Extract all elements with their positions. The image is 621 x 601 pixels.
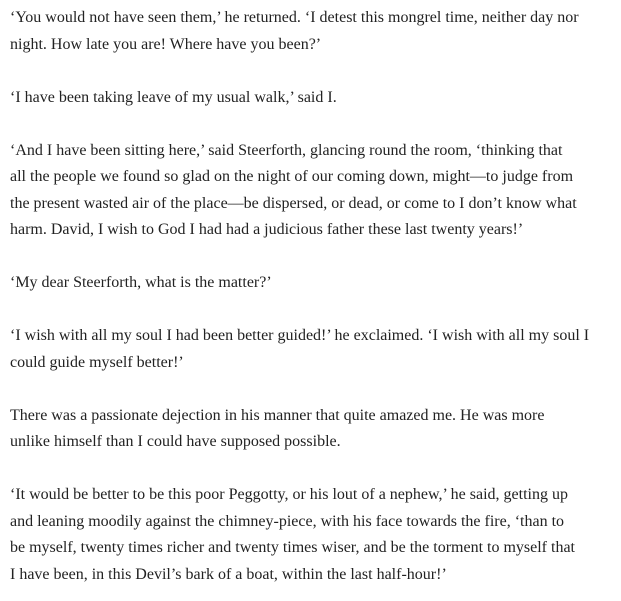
paragraph-7: ‘It would be better to be this poor Peggotty, or his lout of a nephew,’ he said, getting up and leaning moodily against the chimney-piece, with his face towards the fire, ‘than to be myself, twenty times richer and twenty times wiser, and be the torment to myself that I have been, in this Devil’s bark of a boat, within the last half-hour!’ [10,486,575,583]
paragraph-4: ‘My dear Steerforth, what is the matter?’ [10,274,272,291]
paragraph-5: ‘I wish with all my soul I had been better guided!’ he exclaimed. ‘I wish with all my soul I could guide myself better!’ [10,327,590,371]
paragraph-3: ‘And I have been sitting here,’ said Steerforth, glancing round the room, ‘thinking that all the people we found so glad on the night of our coming down, might—to judge from the present wasted air of the place—be dispersed, or dead, or come to I don’t know what harm. David, I wish to God I had had a judicious father these last twenty years!’ [10,141,577,238]
paragraph-1: ‘You would not have seen them,’ he returned. ‘I detest this mongrel time, neither day nor night. How late you are! Where have you been?’ [10,9,579,53]
paragraph-6: There was a passionate dejection in his manner that quite amazed me. He was more unlike himself than I could have supposed possible. [10,406,545,450]
paragraph-2: ‘I have been taking leave of my usual walk,’ said I. [10,88,337,106]
